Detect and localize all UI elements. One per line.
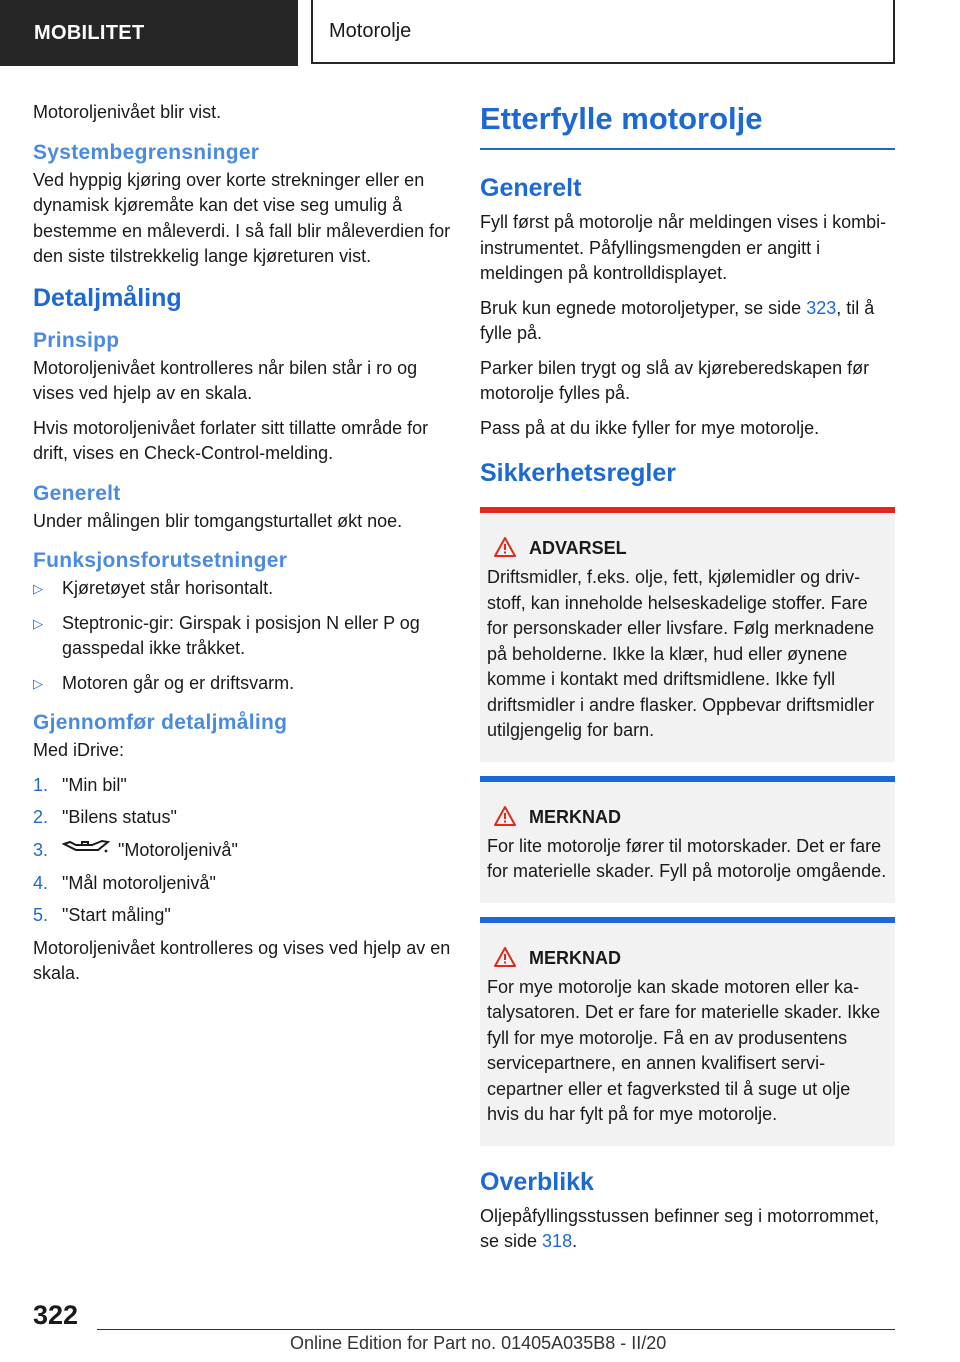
- system-limits-heading: Systembegrensninger: [33, 140, 260, 164]
- overview-text: Oljepåfyllingsstussen befinner seg i motorrommet, se side 318.: [480, 1205, 880, 1251]
- note-text-2: For mye motorolje kan skade motoren eller katalysatoren. Det er fare for materielle skader. Ikke fyll for mye motorolje. Få en av produsentens servicepartnere, en annen kvalifisert servicepartner eller et fagverksted til å suge ut olje hvis du har fylt på for mye motorolje.: [487, 976, 881, 1124]
- detail-measurement-heading: Detaljmåling: [33, 283, 182, 312]
- list-item: 5. "Start måling": [33, 905, 171, 925]
- outro-text: Motoroljenivået kontrolleres og vises ved hjelp av en skala.: [33, 937, 451, 983]
- warning-box: [480, 507, 895, 762]
- section-tab: MOBILITET: [0, 0, 298, 66]
- note-title: MERKNAD: [487, 804, 887, 830]
- page-link-318[interactable]: 318: [542, 1231, 573, 1251]
- steps-list: [33, 773, 451, 929]
- intro-text: Motoroljenivået blir vist.: [33, 102, 222, 122]
- refill-text-2: Bruk kun egnede motoroljetyper, se side 323, til å fylle på.: [480, 297, 875, 343]
- warning-text: Driftsmidler, f.eks. olje, fett, kjølemidler og drivstoff, kan inneholde helseskadelige stoffer. Fare for personskader eller livsfare. Følg merknadene på beholderne. Ikke la klær, hud eller øynene komme i kontakt med driftsmidlene. Ikke fyll driftsmidler i andre flasker. Oppbevar driftsmidler utilgjengelig for barn.: [487, 567, 875, 740]
- note-box-2: [480, 917, 895, 1146]
- system-limits-text: Ved hyppig kjøring over korte strekninger eller en dynamisk kjøremåte kan det vise seg umulig å bestemme en måleverdi. I så fall blir måleverdien for den siste tilstrekkelig lange kjøreturen vist.: [33, 169, 451, 266]
- page-link-323[interactable]: 323: [806, 297, 837, 318]
- oil-can-icon: [62, 838, 110, 864]
- bullet-triangle-icon: ▷: [33, 581, 43, 596]
- list-item: ▷ Steptronic-gir: Girspak i posisjon N eller P og gasspedal ikke tråkket.: [33, 612, 420, 658]
- general-text: Under målingen blir tomgangsturtallet økt noe.: [33, 510, 403, 531]
- list-item: 2. "Bilens status": [33, 807, 177, 827]
- refill-text-3: Parker bilen trygt og slå av kjøreberedskapen før motorolje fylles på.: [480, 357, 870, 403]
- principle-text-1: Motoroljenivået kontrolleres når bilen står i ro og vises ved hjelp av en skala.: [33, 357, 418, 403]
- list-item: 3. "Motoroljenivå": [33, 838, 451, 864]
- principle-heading: Prinsipp: [33, 328, 120, 352]
- bullet-triangle-icon: ▷: [33, 615, 43, 631]
- chapter-tab: Motorolje: [311, 0, 895, 64]
- section-title: Etterfylle motorolje: [480, 100, 895, 150]
- note-text-1: For lite motorolje fører til motorskader. Det er fare for materielle skader. Fyll på motorolje omgående.: [487, 835, 887, 881]
- page-number: 322: [33, 1300, 79, 1330]
- note-title: MERKNAD: [487, 945, 887, 971]
- warning-triangle-icon: [493, 536, 517, 558]
- safety-heading: Sikkerhetsregler: [480, 459, 676, 487]
- warning-triangle-icon: [493, 946, 517, 968]
- list-item: ▷ Motoren går og er driftsvarm.: [33, 671, 451, 697]
- general-heading-right: Generelt: [480, 174, 582, 202]
- refill-text-4: Pass på at du ikke fyller for mye motorolje.: [480, 417, 820, 438]
- functional-requirements-heading: Funksjonsforutsetninger: [33, 549, 288, 572]
- general-heading: Generelt: [33, 481, 121, 505]
- perform-measurement-heading: Gjennomfør detaljmåling: [33, 711, 288, 734]
- warning-title: ADVARSEL: [487, 535, 887, 561]
- left-column: [33, 100, 451, 996]
- note-box-1: [480, 776, 895, 903]
- footer-divider: [97, 1329, 895, 1330]
- list-item: 1. "Min bil": [33, 774, 127, 795]
- footer-text: Online Edition for Part no. 01405A035B8 - II/20: [290, 1333, 667, 1353]
- bullet-triangle-icon: ▷: [33, 675, 43, 691]
- warning-triangle-icon: [493, 805, 517, 827]
- overview-heading: Overblikk: [480, 1167, 594, 1196]
- list-item: 4. "Mål motoroljenivå": [33, 872, 216, 893]
- right-column: [480, 100, 895, 1264]
- list-item: ▷ Kjøretøyet står horisontalt.: [33, 576, 451, 602]
- principle-text-2: Hvis motoroljenivået forlater sitt tillatte område for drift, vises en Check-Control-melding.: [33, 417, 429, 463]
- refill-text-1: Fyll først på motorolje når meldingen vises i kombi-instrumentet. Påfyllingsmengden er angitt i meldingen på kontrolldisplayet.: [480, 212, 887, 283]
- perform-intro: Med iDrive:: [33, 740, 125, 760]
- page-header: [0, 0, 960, 66]
- requirements-list: [33, 576, 451, 696]
